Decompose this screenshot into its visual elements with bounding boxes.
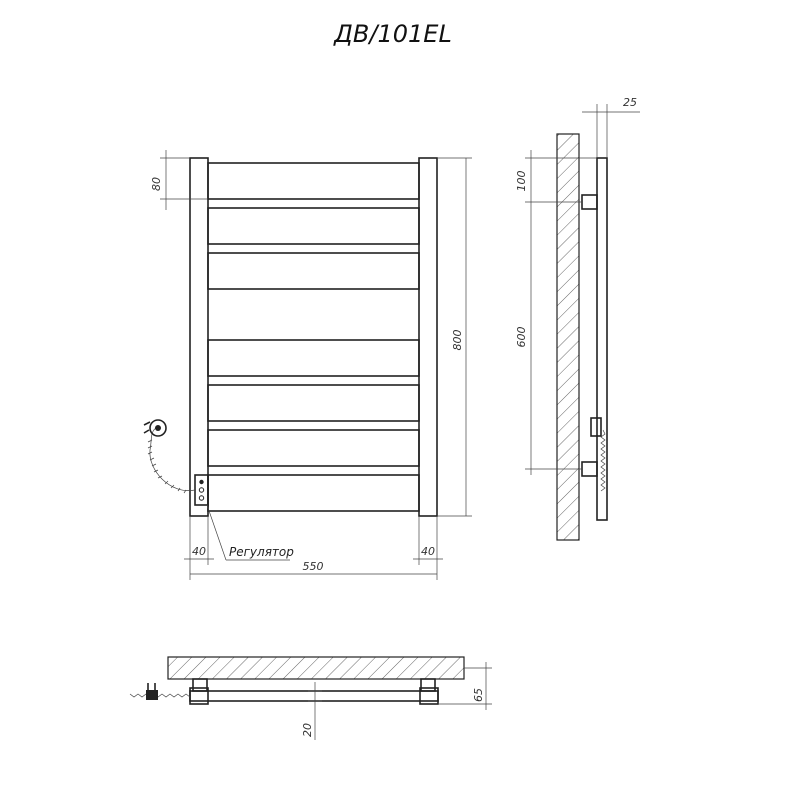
side-rail: [597, 158, 607, 520]
right-post: [419, 158, 437, 516]
side-cord: [601, 430, 605, 491]
top-rail: [190, 691, 438, 701]
rung: [208, 163, 419, 199]
rung: [208, 340, 419, 376]
side-view: [515, 96, 640, 540]
rung: [208, 430, 419, 466]
front-view: [144, 150, 472, 580]
top-wall: [168, 657, 464, 679]
dim-side-depth: 25: [623, 96, 637, 109]
regulator-control-icon: [195, 475, 208, 505]
rung: [208, 208, 419, 244]
dim-front-height: 800: [451, 329, 464, 351]
dim-side-mount-spacing: 600: [515, 326, 528, 348]
top-mount-left: [193, 679, 207, 691]
side-mount-top: [582, 195, 597, 209]
rung: [208, 253, 419, 289]
drawing-title: ДВ/101EL: [334, 20, 452, 48]
plug-icon: [146, 683, 158, 700]
dim-front-top-gap: 80: [150, 177, 163, 191]
side-mount-bottom: [582, 462, 597, 476]
top-mount-right: [421, 679, 435, 691]
dim-side-top-offset: 100: [515, 170, 528, 192]
power-cord: [148, 428, 195, 493]
left-post: [190, 158, 208, 516]
dim-left-post: 40: [192, 545, 206, 558]
side-heater: [591, 418, 601, 436]
rung: [208, 475, 419, 511]
top-view: [130, 657, 492, 740]
rung: [208, 385, 419, 421]
plug-icon: [144, 420, 166, 436]
dim-front-width: 550: [302, 560, 324, 573]
dim-bottom-depth: 65: [472, 688, 485, 702]
dim-right-post: 40: [421, 545, 435, 558]
side-wall: [557, 134, 579, 540]
dim-bottom-bar: 20: [301, 723, 314, 737]
top-cord: [130, 694, 190, 697]
regulator-label: Регулятор: [229, 545, 294, 559]
